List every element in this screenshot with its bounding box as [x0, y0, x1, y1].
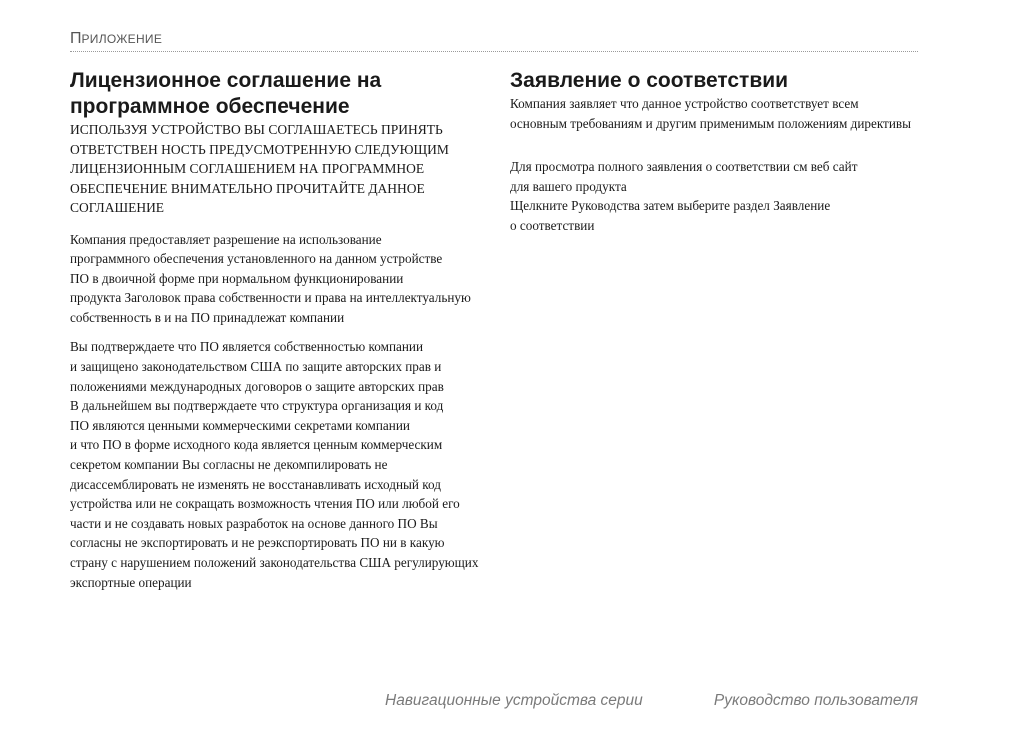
paragraph-line: В дальнейшем вы подтверждаете что структура организация и код — [70, 398, 444, 414]
license-heading-line: Лицензионное соглашение на — [70, 69, 382, 92]
paragraph-line: Щелкните Руководства затем выберите раздел Заявление — [510, 198, 831, 214]
license-paragraph-1 — [70, 230, 490, 328]
footer-series: Навигационные устройства серии — [385, 692, 643, 709]
paragraph-line: дисассемблировать не изменять не восстанавливать исходный код — [70, 476, 441, 492]
conformity-heading: Заявление о соответствии — [510, 69, 789, 92]
paragraph-line: Компания заявляет что данное устройство соответствует всем — [510, 96, 859, 111]
left-column — [70, 68, 490, 599]
header-rest: РИЛОЖЕНИЕ — [81, 32, 163, 46]
paragraph-line: о соответствии — [510, 217, 595, 233]
warning-line: ОБЕСПЕЧЕНИЕ ВНИМАТЕЛЬНО ПРОЧИТАЙТЕ ДАННОЕ — [70, 180, 425, 196]
paragraph-line: страну с нарушением положений законодательства США регулирующих — [70, 555, 479, 570]
paragraph-line: секретом компании Вы согласны не декомпилировать не — [70, 457, 388, 473]
paragraph-line: экспортные операции — [70, 574, 192, 590]
paragraph-line: положениями международных договоров о защите авторских прав — [70, 378, 444, 394]
license-paragraph-2 — [70, 337, 490, 592]
paragraph-line: основным требованиям и другим применимым положениям директивы — [510, 115, 911, 131]
paragraph-line: Компания предоставляет разрешение на использование — [70, 231, 382, 247]
warning-line: ОТВЕТСТВЕН НОСТЬ ПРЕДУСМОТРЕННУЮ СЛЕДУЮЩИМ — [70, 141, 449, 157]
warning-line: ЛИЦЕНЗИОННЫМ СОГЛАШЕНИЕМ НА ПРОГРАММНОЕ — [70, 161, 425, 176]
paragraph-line: Для просмотра полного заявления о соответствии см веб сайт — [510, 159, 858, 175]
header-initial: П — [70, 30, 82, 47]
conformity-paragraph-2 — [510, 157, 930, 196]
paragraph-line: согласны не экспортировать и не реэкспортировать ПО ни в какую — [70, 535, 445, 551]
conformity-paragraph-1 — [510, 94, 930, 133]
conformity-paragraph-3 — [510, 196, 930, 235]
right-column — [510, 68, 930, 243]
warning-line: СОГЛАШЕНИЕ — [70, 200, 165, 215]
paragraph-line: ПО являются ценными коммерческими секретами компании — [70, 417, 410, 433]
license-heading-line: программное обеспечение — [70, 95, 350, 118]
paragraph-line: части и не создавать новых разработок на основе данного ПО Вы — [70, 515, 438, 531]
paragraph-line: и защищено законодательством США по защите авторских прав и — [70, 359, 442, 375]
footer-manual: Руководство пользователя — [713, 692, 918, 709]
paragraph-line: и что ПО в форме исходного кода является ценным коммерческим — [70, 437, 443, 453]
paragraph-line: устройства или не сокращать возможность чтения ПО или любой его — [70, 496, 460, 512]
paragraph-line: для вашего продукта — [510, 178, 627, 194]
paragraph-line: собственность в и на ПО принадлежат компании — [70, 309, 345, 325]
section-header — [70, 30, 918, 52]
license-heading — [70, 68, 490, 120]
warning-line: ИСПОЛЬЗУЯ УСТРОЙСТВО ВЫ СОГЛАШАЕТЕСЬ ПРИНЯТЬ — [70, 122, 443, 137]
paragraph-line: продукта Заголовок права собственности и права на интеллектуальную — [70, 290, 471, 306]
paragraph-line: Вы подтверждаете что ПО является собственностью компании — [70, 339, 424, 355]
paragraph-line: ПО в двоичной форме при нормальном функционировании — [70, 270, 404, 286]
license-warning — [70, 120, 490, 218]
paragraph-line: программного обеспечения установленного на данном устройстве — [70, 251, 443, 267]
